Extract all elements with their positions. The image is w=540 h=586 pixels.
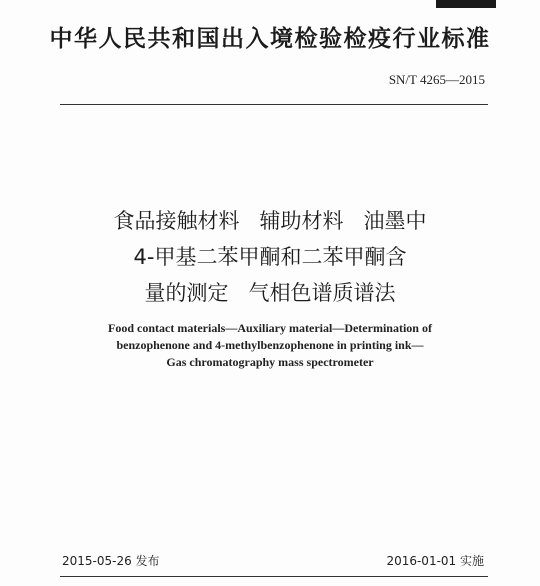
chinese-title bbox=[0, 203, 540, 311]
standard-code: SN/T 4265—2015 bbox=[388, 72, 485, 87]
publish-date: 2015-05-26 发布 bbox=[62, 554, 160, 568]
chinese-title-line-3: 量的测定 气相色谱质谱法 bbox=[144, 281, 396, 305]
implement-date: 2016-01-01 实施 bbox=[386, 554, 484, 568]
chinese-title-line-2: 4-甲基二苯甲酮和二苯甲酮含 bbox=[133, 245, 407, 269]
chinese-title-line-1: 食品接触材料 辅助材料 油墨中 bbox=[113, 209, 427, 233]
english-title bbox=[0, 320, 540, 371]
header-divider bbox=[60, 104, 488, 105]
footer-divider bbox=[60, 576, 488, 577]
logo-fragment bbox=[436, 0, 496, 8]
english-title-line-3: Gas chromatography mass spectrometer bbox=[166, 355, 374, 369]
english-title-line-2: benzophenone and 4-methylbenzophenone in printing ink— bbox=[116, 338, 424, 352]
issuing-organization: 中华人民共和国出入境检验检疫行业标准 bbox=[49, 26, 491, 52]
english-title-line-1: Food contact materials—Auxiliary material—Determination of bbox=[108, 321, 432, 335]
